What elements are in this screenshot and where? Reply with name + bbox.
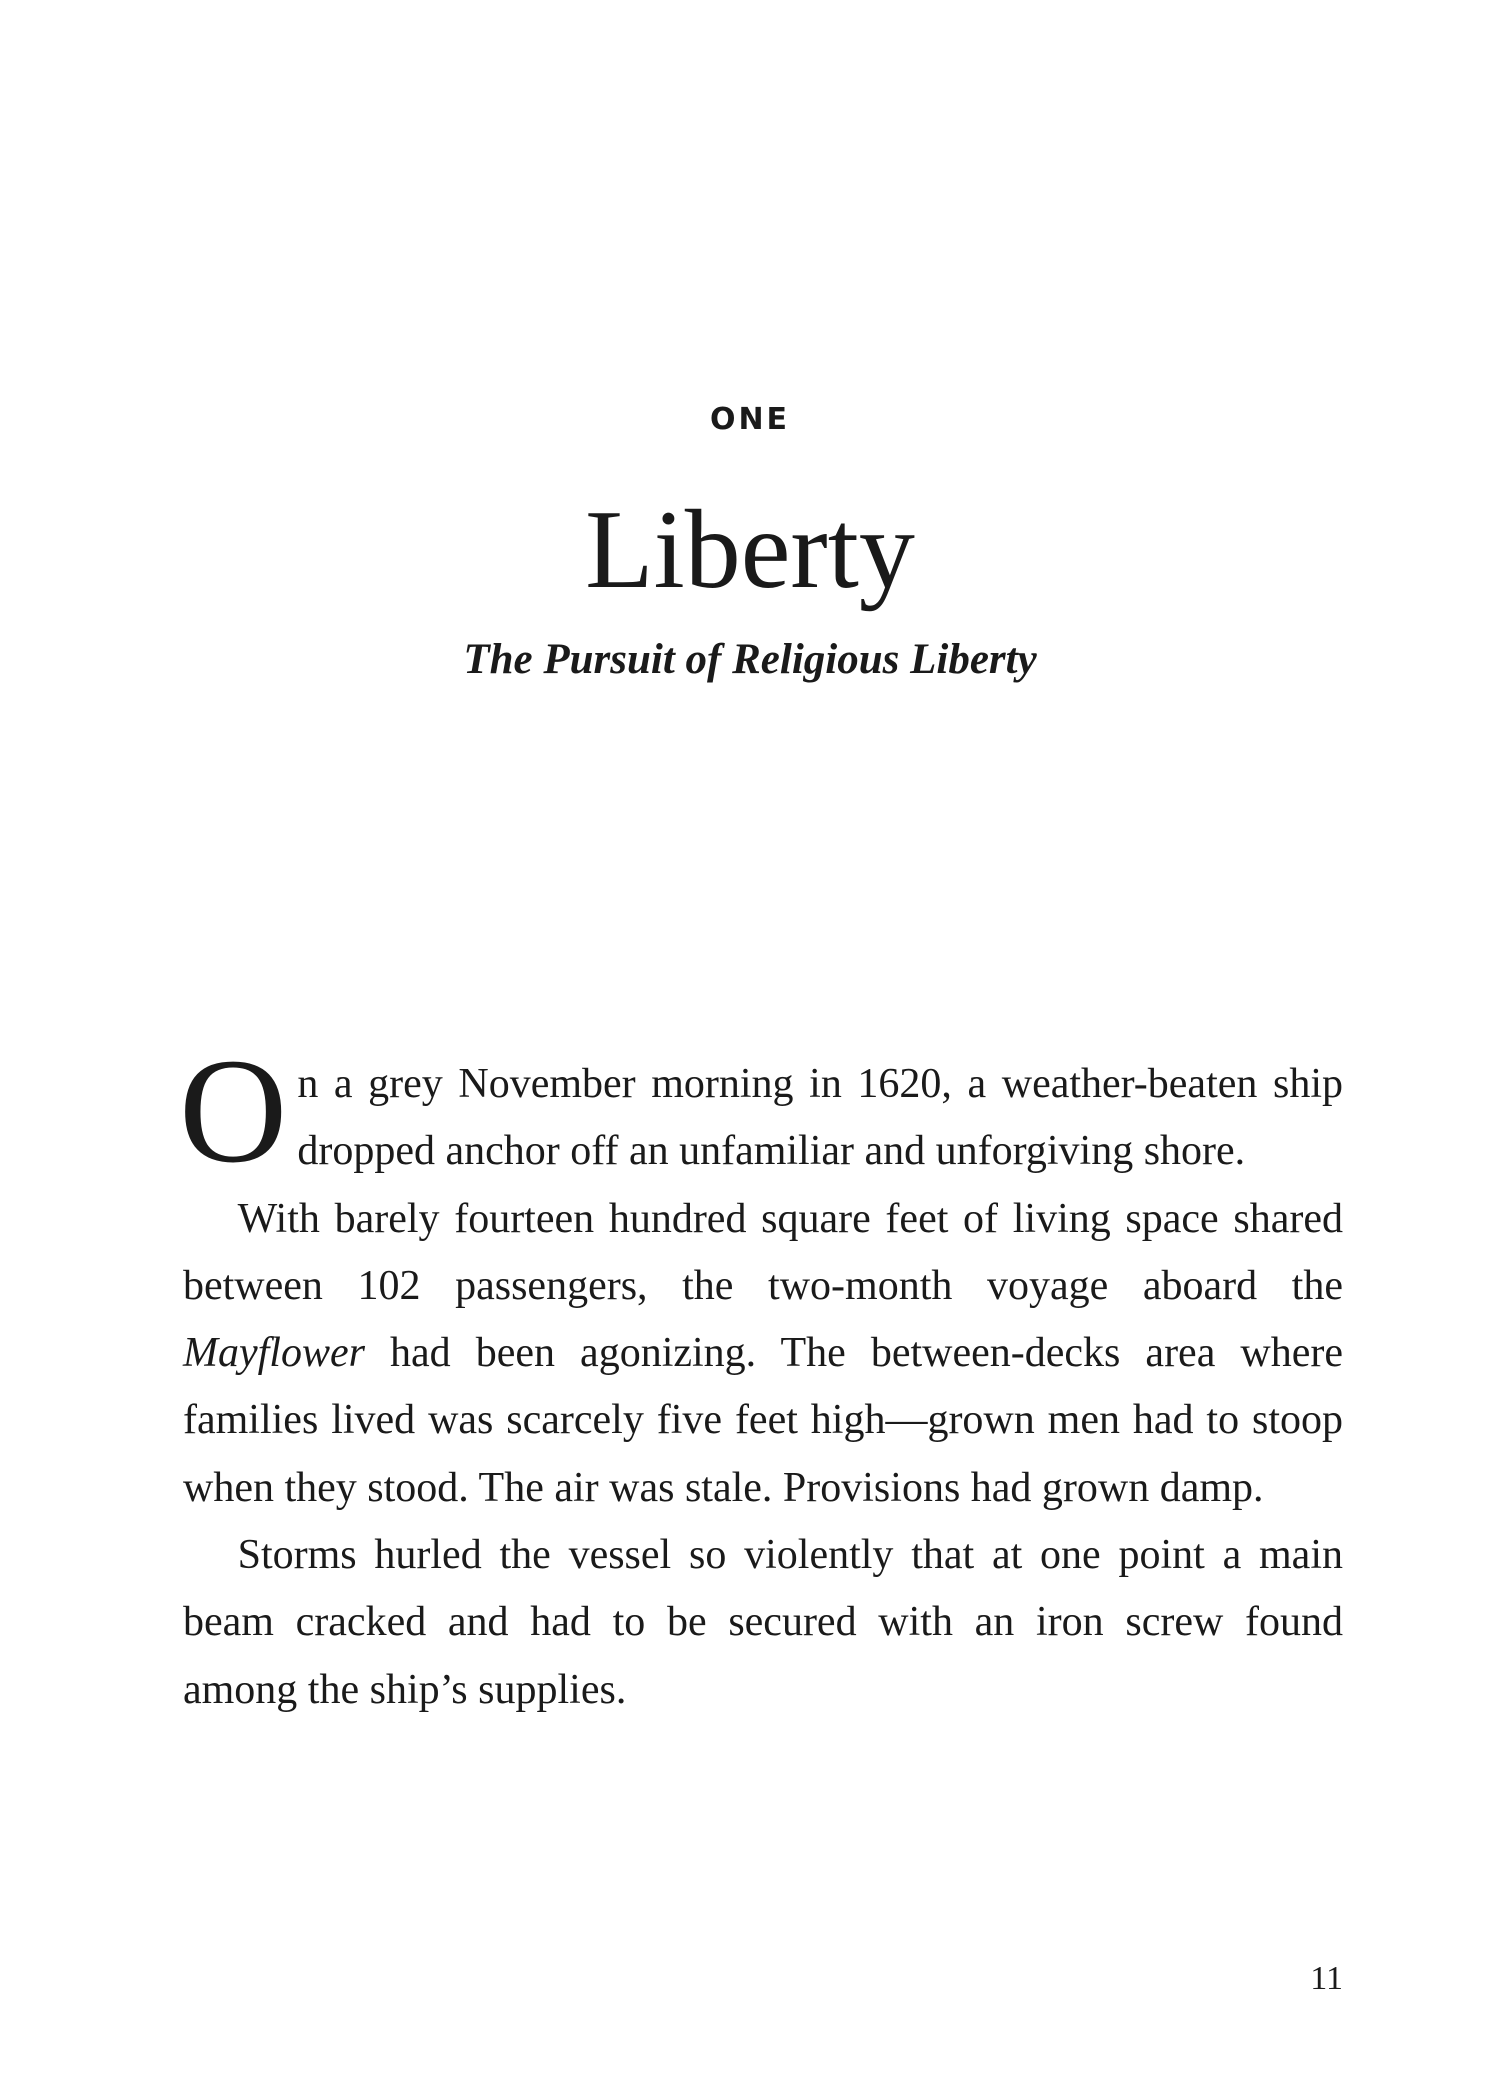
ship-name: Mayflower bbox=[183, 1330, 365, 1377]
paragraph-2-text-after: had been agonizing. The between-decks area where families lived was scarcely five feet high—grown men had to stoop when they stood. The air was stale. Provisions had grown damp. bbox=[183, 1330, 1343, 1511]
paragraph-1-text: n a grey November morning in 1620, a weather-beaten ship dropped anchor off an unfamiliar and unforgiving shore. bbox=[297, 1061, 1343, 1175]
paragraph-2-text-before: With barely fourteen hundred square feet of living space shared between 102 passengers, the two-month voyage aboard the bbox=[183, 1195, 1343, 1309]
body-text bbox=[179, 1028, 1343, 1724]
chapter-subtitle: The Pursuit of Religious Liberty bbox=[463, 636, 1037, 683]
chapter-title: Liberty bbox=[585, 488, 915, 612]
chapter-number: ONE bbox=[709, 402, 791, 437]
paragraph-1 bbox=[179, 1028, 1343, 1194]
drop-cap: O bbox=[179, 1028, 288, 1194]
paragraph-3-text: Storms hurled the vessel so violently that at one point a main beam cracked and had to be secured with an iron screw found among the ship’s supplies. bbox=[183, 1532, 1343, 1713]
paragraph-3 bbox=[183, 1522, 1343, 1724]
paragraph-2 bbox=[183, 1186, 1343, 1522]
page-number: 11 bbox=[1310, 1960, 1343, 1997]
